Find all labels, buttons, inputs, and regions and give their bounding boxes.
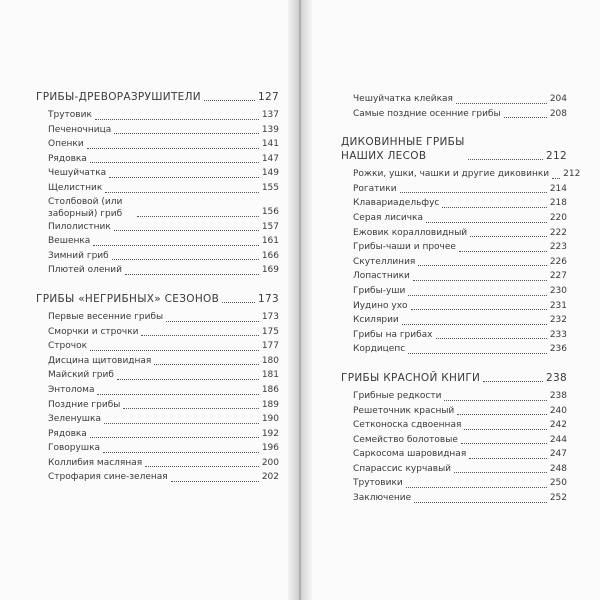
- toc-item-page: 250: [549, 478, 567, 489]
- toc-item-title: Серая лисичка: [353, 212, 423, 223]
- dot-leader: [454, 472, 547, 473]
- dot-leader: [95, 119, 259, 120]
- toc-item-page: 186: [261, 384, 279, 395]
- toc-section: [36, 292, 279, 485]
- toc-item-title: Поздние грибы: [48, 399, 121, 410]
- dot-leader: [552, 178, 560, 179]
- book-gutter: [288, 0, 312, 600]
- toc-item[interactable]: [36, 412, 279, 427]
- dot-leader: [109, 177, 259, 178]
- toc-item-page: 223: [549, 242, 567, 253]
- toc-item-page: 222: [549, 227, 567, 238]
- toc-item[interactable]: [341, 284, 567, 299]
- toc-item[interactable]: [36, 220, 279, 235]
- dot-leader: [204, 100, 255, 101]
- dot-leader: [123, 408, 258, 409]
- dot-leader: [442, 207, 546, 208]
- toc-item-page: 196: [261, 443, 279, 454]
- toc-item-title: Энтолома: [48, 384, 95, 395]
- toc-item[interactable]: [36, 108, 279, 123]
- dot-leader: [93, 245, 258, 246]
- toc-item-title: Ежовик коралловидный: [353, 227, 468, 238]
- toc-item-title: Чешуйчатка: [48, 168, 107, 179]
- toc-item-title: Рядовка: [48, 153, 87, 164]
- toc-item[interactable]: [341, 462, 567, 477]
- section-page-number: 238: [546, 371, 567, 384]
- toc-item-page: 200: [261, 457, 279, 468]
- toc-item-title: Пилолистник: [48, 221, 111, 232]
- toc-item-page: 218: [549, 198, 567, 209]
- toc-item-title: Трутовики: [353, 478, 403, 489]
- dot-leader: [464, 429, 546, 430]
- toc-item-title: Дисцина щитовидная: [48, 355, 152, 366]
- dot-leader: [103, 452, 259, 453]
- toc-item[interactable]: [341, 433, 567, 448]
- toc-item[interactable]: [36, 398, 279, 413]
- toc-item[interactable]: [36, 310, 279, 325]
- section-title: ГРИБЫ «НЕГРИБНЫХ» СЕЗОНОВ: [36, 292, 220, 305]
- toc-item-page: 212: [563, 169, 581, 180]
- section-heading[interactable]: [341, 371, 567, 385]
- toc-item[interactable]: [341, 182, 567, 197]
- dot-leader: [222, 302, 255, 303]
- toc-item-title: Говорушка: [48, 443, 101, 454]
- toc-item[interactable]: [36, 383, 279, 398]
- toc-item-page: 252: [549, 493, 567, 504]
- section-page-number: 212: [546, 150, 567, 163]
- toc-item[interactable]: [341, 226, 567, 241]
- toc-item-title: Майский гриб: [48, 370, 114, 381]
- dot-leader: [141, 335, 258, 336]
- toc-item-title: Грибы-чаши и прочее: [353, 242, 456, 253]
- toc-item[interactable]: [341, 92, 567, 107]
- toc-item-title: Зеленушка: [48, 414, 101, 425]
- toc-item-page: 149: [261, 168, 279, 179]
- toc-item[interactable]: [36, 456, 279, 471]
- left-toc-column: [36, 90, 279, 499]
- toc-item-title: Грибы-уши: [353, 285, 406, 296]
- toc-item-page: 177: [261, 341, 279, 352]
- toc-item-page: 181: [261, 370, 279, 381]
- toc-item-title: Столбовой (или заборный) гриб: [48, 196, 123, 219]
- dot-leader: [105, 192, 258, 193]
- dot-leader: [166, 321, 259, 322]
- toc-item[interactable]: [341, 196, 567, 211]
- dot-leader: [406, 487, 547, 488]
- dot-leader: [461, 443, 547, 444]
- section-heading[interactable]: [341, 135, 567, 163]
- toc-item-title: Грибы на грибах: [353, 329, 433, 340]
- toc-item-title: Иудино ухо: [353, 300, 408, 311]
- toc-item-page: 214: [549, 183, 567, 194]
- toc-item[interactable]: [341, 476, 567, 491]
- toc-item[interactable]: [341, 389, 567, 404]
- toc-item[interactable]: [341, 299, 567, 314]
- dot-leader: [154, 364, 258, 365]
- toc-item[interactable]: [36, 441, 279, 456]
- dot-leader: [411, 309, 547, 310]
- section-heading[interactable]: [36, 90, 279, 104]
- toc-item-page: 161: [261, 236, 279, 247]
- toc-item[interactable]: [341, 447, 567, 462]
- toc-item-title: Самые поздние осенние грибы: [353, 108, 501, 119]
- toc-item-title: Сетконоска сдвоенная: [353, 420, 462, 431]
- toc-item-page: 166: [261, 250, 279, 261]
- toc-item[interactable]: [341, 491, 567, 506]
- toc-item-title: Скутеллиния: [353, 256, 416, 267]
- toc-item-title: Заключение: [353, 493, 412, 504]
- toc-item-title: Лопастники: [353, 271, 410, 282]
- toc-item[interactable]: [36, 166, 279, 181]
- toc-item[interactable]: [341, 167, 581, 182]
- toc-item-title: Зимний гриб: [48, 250, 109, 261]
- section-title: ГРИБЫ-ДРЕВОРАЗРУШИТЕЛИ: [36, 91, 201, 103]
- toc-item-title: Рогатики: [353, 183, 397, 194]
- toc-item-page: 232: [549, 315, 567, 326]
- toc-item-page: 147: [261, 153, 279, 164]
- toc-item-page: 220: [549, 212, 567, 223]
- toc-item[interactable]: [36, 137, 279, 152]
- section-title-line-2: НАШИХ ЛЕСОВ: [341, 150, 427, 163]
- toc-item-page: 137: [261, 110, 279, 120]
- toc-item[interactable]: [36, 249, 279, 264]
- section-title-line-1: ДИКОВИННЫЕ ГРИБЫ: [341, 136, 465, 149]
- dot-leader: [114, 230, 259, 231]
- section-title: ГРИБЫ КРАСНОЙ КНИГИ: [341, 371, 481, 384]
- section-heading[interactable]: [36, 292, 279, 306]
- toc-item[interactable]: [341, 313, 567, 328]
- dot-leader: [470, 236, 547, 237]
- dot-leader: [90, 162, 259, 163]
- section-page-number: 127: [258, 91, 279, 103]
- toc-item-page: 204: [549, 94, 567, 104]
- toc-item-title: Решеточник красный: [353, 405, 455, 416]
- dot-leader: [400, 192, 547, 193]
- section-page-number: 173: [258, 292, 279, 305]
- dot-leader: [408, 295, 546, 296]
- toc-item-page: 248: [549, 463, 567, 474]
- toc-item[interactable]: [341, 404, 567, 419]
- toc-item[interactable]: [341, 269, 567, 284]
- dot-leader: [112, 259, 259, 260]
- dot-leader: [97, 394, 258, 395]
- toc-item-title: Строфария сине-зеленая: [48, 472, 168, 483]
- toc-item-page: 157: [261, 221, 279, 232]
- dot-leader: [457, 414, 547, 415]
- dot-leader: [504, 117, 547, 118]
- toc-item-title: Семейство болотовые: [353, 434, 458, 445]
- dot-leader: [444, 400, 546, 401]
- dot-leader: [137, 216, 259, 217]
- toc-item-page: 202: [261, 472, 279, 483]
- toc-item[interactable]: [36, 427, 279, 442]
- toc-item[interactable]: [36, 181, 279, 196]
- toc-item-page: 192: [261, 428, 279, 439]
- dot-leader: [459, 251, 547, 252]
- toc-item-title: Рожки, ушки, чашки и другие диковинки: [353, 169, 550, 180]
- dot-leader: [104, 423, 259, 424]
- toc-item[interactable]: [36, 152, 279, 167]
- toc-item-page: 242: [549, 420, 567, 431]
- toc-item-page: 190: [261, 414, 279, 425]
- dot-leader: [436, 338, 547, 339]
- toc-item-title: Саркосома шаровидная: [353, 449, 467, 460]
- toc-item[interactable]: [36, 368, 279, 383]
- toc-section: [36, 90, 279, 278]
- toc-item-title: Опенки: [48, 139, 84, 150]
- toc-item-title: Грибные редкости: [353, 390, 442, 401]
- dot-leader: [413, 280, 547, 281]
- toc-item-title: Щелистник: [48, 182, 103, 193]
- dot-leader: [483, 381, 543, 382]
- dot-leader: [402, 324, 547, 325]
- toc-item[interactable]: [36, 325, 279, 340]
- toc-item-page: 236: [549, 344, 567, 355]
- toc-item[interactable]: [36, 339, 279, 354]
- toc-item-title: Спарассис курчавый: [353, 463, 452, 474]
- toc-item[interactable]: [36, 470, 279, 485]
- toc-item-title: Строчок: [48, 341, 88, 352]
- toc-item[interactable]: [36, 123, 279, 138]
- dot-leader: [171, 481, 259, 482]
- section-title: [341, 135, 465, 163]
- dot-leader: [90, 437, 259, 438]
- dot-leader: [125, 274, 259, 275]
- right-toc-column: [341, 92, 581, 520]
- dot-leader: [468, 159, 543, 160]
- toc-item-page: 139: [261, 124, 279, 135]
- toc-item-page: 233: [549, 329, 567, 340]
- toc-item-title: Печеночница: [48, 124, 112, 135]
- toc-item-page: 231: [549, 300, 567, 311]
- dot-leader: [408, 353, 547, 354]
- toc-item-page: 141: [261, 139, 279, 150]
- toc-item-page: 247: [549, 449, 567, 460]
- toc-item-page: 156: [261, 206, 279, 217]
- toc-item[interactable]: [341, 328, 567, 343]
- toc-item-title: Клавариадельфус: [353, 198, 440, 209]
- toc-item-title: Чешуйчатка клейкая: [353, 94, 453, 104]
- toc-item[interactable]: [36, 196, 279, 220]
- toc-section: [341, 135, 581, 357]
- toc-item-page: 208: [549, 108, 567, 119]
- toc-item[interactable]: [36, 263, 279, 278]
- toc-section: [341, 371, 567, 506]
- toc-item[interactable]: [341, 255, 567, 270]
- toc-item-page: 227: [549, 271, 567, 282]
- toc-item-title: Рядовка: [48, 428, 87, 439]
- toc-item[interactable]: [341, 107, 567, 122]
- toc-item[interactable]: [341, 342, 567, 357]
- toc-item-page: 238: [549, 390, 567, 401]
- continued-items: [341, 92, 567, 121]
- toc-item-page: 230: [549, 285, 567, 296]
- toc-item[interactable]: [36, 234, 279, 249]
- toc-item-page: 175: [261, 326, 279, 337]
- dot-leader: [90, 350, 259, 351]
- toc-item-page: 169: [261, 265, 279, 276]
- toc-item[interactable]: [341, 211, 567, 226]
- toc-item-title: Сморчки и строчки: [48, 326, 139, 337]
- toc-item-title: Первые весенние грибы: [48, 311, 164, 322]
- toc-item-page: 180: [261, 355, 279, 366]
- dot-leader: [469, 458, 547, 459]
- toc-item-title: Кордицепс: [353, 344, 406, 355]
- dot-leader: [114, 133, 259, 134]
- toc-item-title: Ксилярии: [353, 315, 399, 326]
- dot-leader: [426, 222, 547, 223]
- toc-item-page: 226: [549, 256, 567, 267]
- dot-leader: [418, 265, 546, 266]
- toc-item-page: 173: [261, 311, 279, 322]
- dot-leader: [456, 103, 547, 104]
- dot-leader: [117, 379, 259, 380]
- toc-item[interactable]: [341, 240, 567, 255]
- toc-item[interactable]: [341, 418, 567, 433]
- toc-item-page: 155: [261, 182, 279, 193]
- toc-item-page: 244: [549, 434, 567, 445]
- toc-item[interactable]: [36, 354, 279, 369]
- dot-leader: [87, 148, 259, 149]
- toc-item-page: 189: [261, 399, 279, 410]
- toc-item-title: Трутовик: [48, 110, 92, 120]
- dot-leader: [145, 466, 259, 467]
- toc-item-title: Коллибия масляная: [48, 457, 143, 468]
- toc-item-title: Плютей олений: [48, 265, 122, 276]
- dot-leader: [414, 502, 547, 503]
- toc-item-page: 240: [549, 405, 567, 416]
- toc-item-title: Вешенка: [48, 236, 91, 247]
